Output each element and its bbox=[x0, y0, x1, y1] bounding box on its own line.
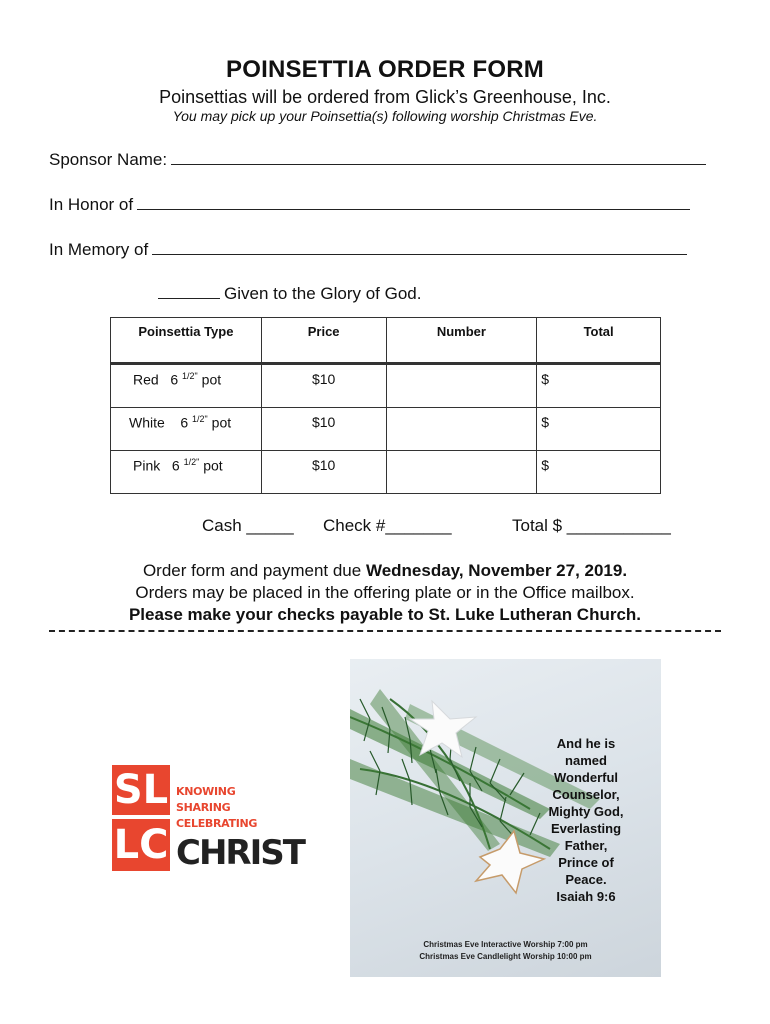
verse-line: Wonderful bbox=[553, 770, 619, 785]
verse-line: Everlasting bbox=[550, 821, 622, 836]
total-cell[interactable]: $ bbox=[537, 364, 661, 408]
verse-line: Peace. bbox=[565, 872, 607, 887]
header-total: Total bbox=[537, 318, 661, 364]
order-table bbox=[110, 317, 661, 494]
due-date-line bbox=[0, 561, 770, 581]
verse-line: Father, bbox=[564, 838, 608, 853]
number-cell[interactable] bbox=[386, 408, 537, 451]
payable-to-line: Please make your checks payable to St. Luke Lutheran Church. bbox=[128, 605, 642, 624]
header-type: Poinsettia Type bbox=[111, 318, 262, 364]
verse-text bbox=[531, 735, 641, 905]
type-cell bbox=[111, 364, 262, 408]
in-memory-line[interactable] bbox=[152, 240, 687, 255]
in-honor-field[interactable] bbox=[49, 195, 690, 215]
header-price: Price bbox=[261, 318, 386, 364]
cut-line bbox=[49, 630, 721, 632]
price-cell: $10 bbox=[261, 451, 386, 494]
pot-size: 6 bbox=[171, 457, 180, 474]
form-subtitle: Poinsettias will be ordered from Glick’s Greenhouse, Inc. bbox=[159, 87, 611, 107]
type-color: Red bbox=[133, 371, 159, 388]
pot-size: 6 bbox=[180, 414, 189, 431]
christmas-eve-card bbox=[350, 659, 661, 977]
verse-line: And he is bbox=[556, 736, 616, 751]
glory-line[interactable] bbox=[158, 284, 220, 299]
type-cell bbox=[111, 451, 262, 494]
form-title: POINSETTIA ORDER FORM bbox=[226, 56, 544, 83]
in-memory-label: In Memory of bbox=[49, 240, 149, 259]
glory-label: Given to the Glory of God. bbox=[224, 284, 422, 303]
church-logo bbox=[112, 765, 304, 873]
pot-fraction: 1/2" bbox=[192, 414, 208, 424]
verse-line: Mighty God, bbox=[548, 804, 624, 819]
glory-field[interactable] bbox=[158, 284, 421, 304]
verse-line: Prince of bbox=[558, 855, 614, 870]
logo-tag-celebrating: CELEBRATING bbox=[176, 817, 258, 830]
price-cell: $10 bbox=[261, 408, 386, 451]
sponsor-name-field[interactable] bbox=[49, 150, 706, 170]
logo-christ: CHRIST bbox=[176, 833, 304, 873]
candlelight-worship-time: Christmas Eve Candlelight Worship 10:00 pm bbox=[419, 952, 592, 961]
number-cell[interactable] bbox=[386, 451, 537, 494]
pot-size: 6 bbox=[170, 371, 179, 388]
cash-field[interactable]: Cash _____ bbox=[202, 516, 294, 535]
table-header-row bbox=[111, 318, 661, 364]
check-number-field[interactable]: Check #_______ bbox=[323, 516, 452, 535]
table-row bbox=[111, 364, 661, 408]
table-row bbox=[111, 408, 661, 451]
pot-label: pot bbox=[207, 414, 232, 431]
logo-letters-bottom: LC bbox=[112, 819, 170, 871]
pot-fraction: 1/2" bbox=[182, 371, 198, 381]
type-cell bbox=[111, 408, 262, 451]
total-cell[interactable]: $ bbox=[537, 408, 661, 451]
logo-tag-sharing: SHARING bbox=[176, 801, 231, 814]
type-color: White bbox=[129, 414, 165, 431]
pot-label: pot bbox=[197, 371, 222, 388]
verse-reference: Isaiah 9:6 bbox=[556, 889, 616, 904]
verse-line: named bbox=[565, 753, 607, 768]
number-cell[interactable] bbox=[386, 364, 537, 408]
in-honor-line[interactable] bbox=[137, 195, 690, 210]
verse-line: Counselor, bbox=[552, 787, 620, 802]
interactive-worship-time: Christmas Eve Interactive Worship 7:00 pm bbox=[423, 940, 588, 949]
type-color: Pink bbox=[133, 457, 161, 474]
total-cell[interactable]: $ bbox=[537, 451, 661, 494]
in-honor-label: In Honor of bbox=[49, 195, 134, 214]
sponsor-name-line[interactable] bbox=[171, 150, 706, 165]
sponsor-name-label: Sponsor Name: bbox=[49, 150, 168, 169]
header-number: Number bbox=[386, 318, 537, 364]
pickup-note: You may pick up your Poinsettia(s) following worship Christmas Eve. bbox=[172, 108, 598, 124]
due-date: Wednesday, November 27, 2019. bbox=[365, 561, 628, 580]
logo-tag-knowing: KNOWING bbox=[176, 785, 236, 798]
pot-label: pot bbox=[199, 457, 223, 474]
pot-fraction: 1/2" bbox=[183, 457, 200, 467]
in-memory-field[interactable] bbox=[49, 240, 687, 260]
logo-letters-top: SL bbox=[113, 767, 169, 813]
drop-off-line: Orders may be placed in the offering plate or in the Office mailbox. bbox=[135, 583, 635, 602]
total-amount-field[interactable]: Total $ ___________ bbox=[512, 516, 671, 535]
table-row bbox=[111, 451, 661, 494]
due-prefix: Order form and payment due bbox=[142, 561, 366, 580]
price-cell: $10 bbox=[261, 364, 386, 408]
